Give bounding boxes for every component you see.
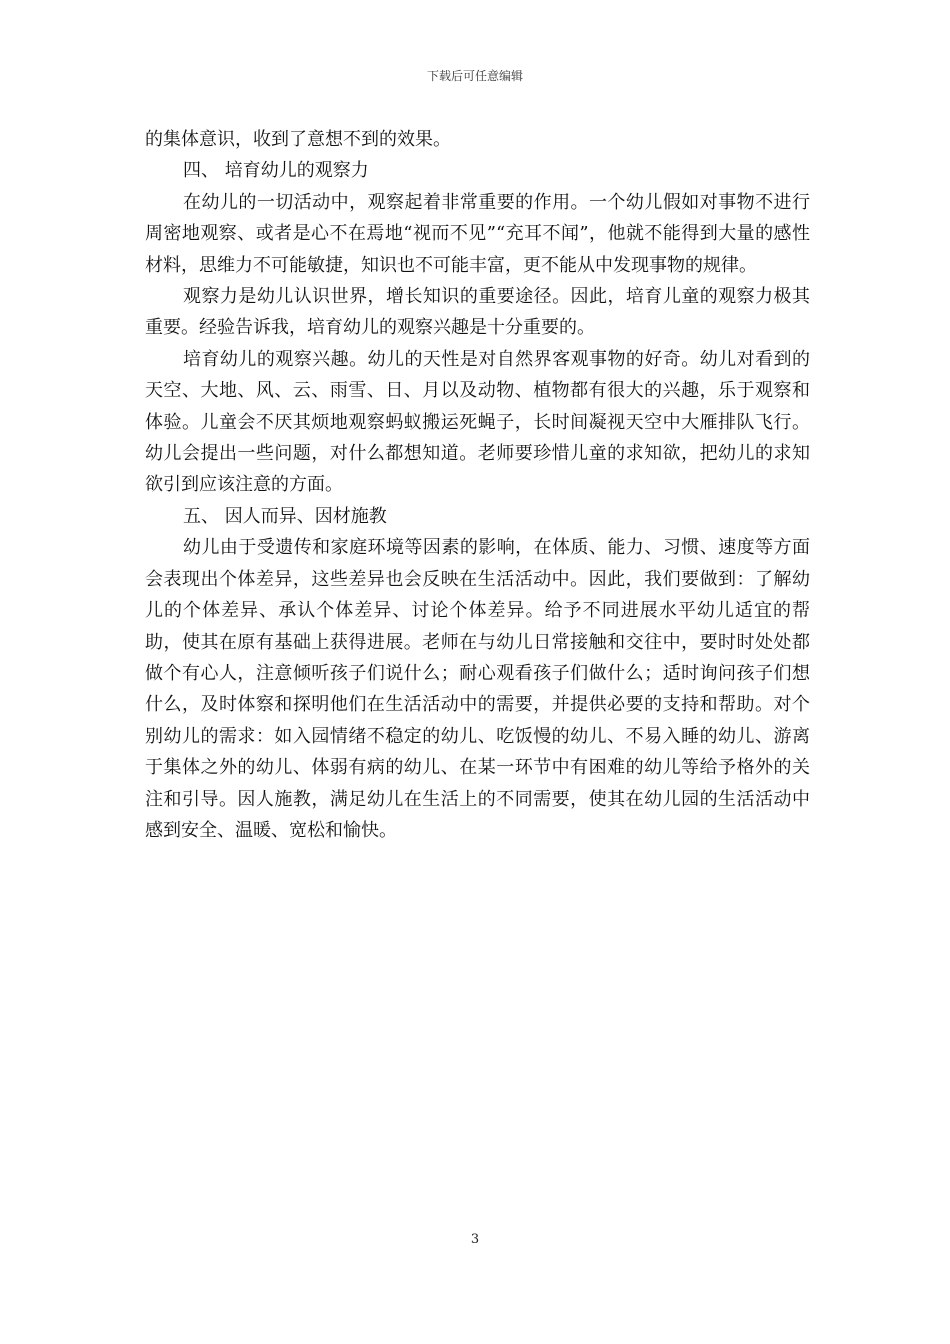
paragraph: 在幼儿的一切活动中，观察起着非常重要的作用。一个幼儿假如对事物不进行周密地观察、或者是心不在焉地“视而不见”“充耳不闻”，他就不能得到大量的感性材料，思维力不可能敏捷，知识也不可能丰富，更不能从中发现事物的规律。 <box>145 191 810 276</box>
paragraph-continuation: 的集体意识，收到了意想不到的效果。 <box>145 129 451 150</box>
page-number: 3 <box>470 1232 480 1247</box>
paragraph: 培育幼儿的观察兴趣。幼儿的天性是对自然界客观事物的好奇。幼儿对看到的天空、大地、风、云、雨雪、日、月以及动物、植物都有很大的兴趣，乐于观察和体验。儿童会不厌其烦地观察蚂蚁搬运死蝇子，长时间凝视天空中大雁排队飞行。幼儿会提出一些问题，对什么都想知道。老师要珍惜儿童的求知欲，把幼儿的求知欲引到应该注意的方面。 <box>145 348 810 496</box>
document-body <box>145 124 810 846</box>
paragraph: 幼儿由于受遗传和家庭环境等因素的影响，在体质、能力、习惯、速度等方面会表现出个体差异，这些差异也会反映在生活活动中。因此，我们要做到：了解幼儿的个体差异、承认个体差异、讨论个体差异。给予不同进展水平幼儿适宜的帮助，使其在原有基础上获得进展。老师在与幼儿日常接触和交往中，要时时处处都做个有心人，注意倾听孩子们说什么；耐心观看孩子们做什么；适时询问孩子们想什么，及时体察和探明他们在生活活动中的需要，并提供必要的支持和帮助。对个别幼儿的需求：如入园情绪不稳定的幼儿、吃饭慢的幼儿、不易入睡的幼儿、游离于集体之外的幼儿、体弱有病的幼儿、在某一环节中有困难的幼儿等给予格外的关注和引导。因人施教，满足幼儿在生活上的不同需要，使其在幼儿园的生活活动中感到安全、温暖、宽松和愉快。 <box>145 537 810 841</box>
section-heading-4: 四、 培育幼儿的观察力 <box>183 160 369 182</box>
section-heading-5: 五、 因人而异、因材施教 <box>183 505 387 527</box>
paragraph: 观察力是幼儿认识世界，增长知识的重要途径。因此，培育儿童的观察力极其重要。经验告诉我，培育幼儿的观察兴趣是十分重要的。 <box>145 286 810 339</box>
page-header: 下载后可任意编辑 <box>426 69 523 83</box>
